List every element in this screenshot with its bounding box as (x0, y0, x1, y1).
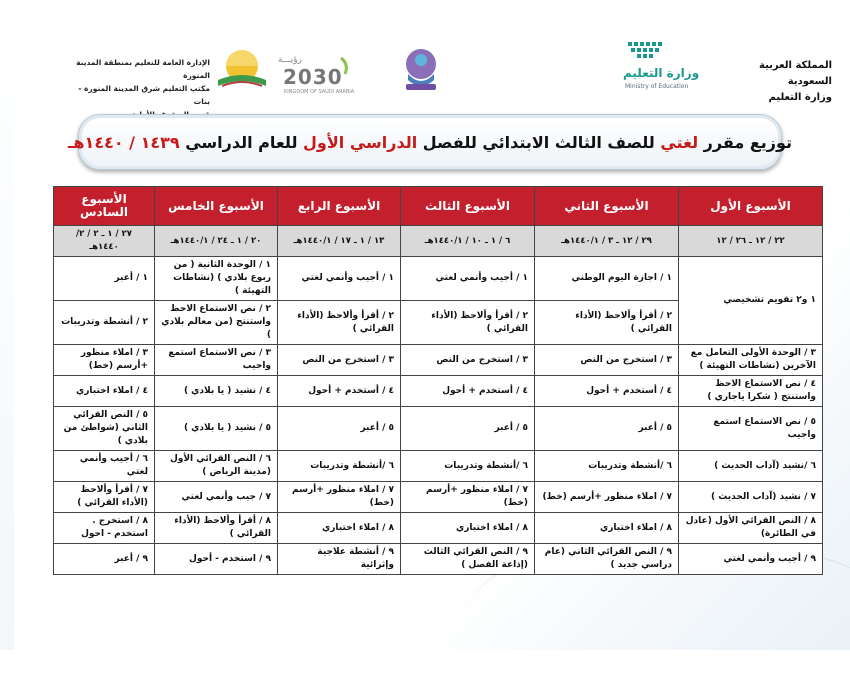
lesson-cell: ١ / أعبر (54, 257, 155, 301)
lesson-cell: ٧ / املاء منظور +أرسم (خط) (535, 482, 679, 513)
title-part-3: للعام الدراسي (179, 132, 304, 152)
lesson-cell: ٩ / النص القرائي الثاني (عام دراسي جديد ) (535, 544, 679, 575)
lesson-row-3 (54, 345, 823, 376)
lesson-cell: ١ / أجيب وأنمي لغتي (401, 257, 535, 301)
lesson-row-6 (54, 451, 823, 482)
lesson-cell: ٢ / نص الاستماع الاحظ واستنتج (من معالم بلادي ) (155, 301, 278, 345)
lesson-cell: ٢ / أقرأ وألاحظ (الأداء القرائي ) (401, 301, 535, 345)
week-date-3: ٦ / ١ ـ ١٠ / ١٤٤٠/١هـ (401, 226, 535, 257)
lesson-cell: ٥ / أعبر (278, 407, 401, 451)
lesson-row-1 (54, 257, 823, 301)
country-name: المملكة العربية السعودية (759, 60, 832, 87)
lesson-cell: ٣ / استخرج من النص (278, 345, 401, 376)
lesson-row-9 (54, 544, 823, 575)
week-header-6: الأسبوع السادس (54, 187, 155, 226)
lesson-cell: ٩ / أنشطة علاجية وإثرائية (278, 544, 401, 575)
week-date-6: ٢٧ / ١ ـ ٢ / ٢/ ١٤٤٠هـ (54, 226, 155, 257)
ministry-name-block (712, 58, 832, 106)
moe-logo-arabic: وزارة التعليم (623, 66, 700, 80)
moe-logo-english: Ministry of Education (625, 83, 689, 90)
admin-line-1: الإدارة العامة للتعليم بمنطقة المدينة المنورة (76, 58, 210, 80)
lesson-cell: ٤ / املاء اختباري (54, 376, 155, 407)
lesson-cell: ٦ / النص القرائي الأول (مدينة الرياض ) (155, 451, 278, 482)
lesson-cell: ٥ / نشيد ( يا بلادي ) (155, 407, 278, 451)
lesson-row-5 (54, 407, 823, 451)
week-date-2: ٢٩ / ١٢ ـ ٣ / ١٤٤٠/١هـ (535, 226, 679, 257)
early-grades-logo (400, 44, 442, 94)
lesson-cell: ٢ / أقرأ وألاحظ (الأداء القرائي ) (535, 301, 679, 345)
lesson-cell: ٤ / أستخدم + أحول (401, 376, 535, 407)
vision-subtitle: KINGDOM OF SAUDI ARABIA (284, 89, 355, 95)
lesson-row-4 (54, 376, 823, 407)
lesson-cell: ٧ / املاء منظور +أرسم (خط) (278, 482, 401, 513)
lesson-cell: ٧ / أقرأ وألاحظ (الأداء القرائي ) (54, 482, 155, 513)
page-header (0, 0, 850, 105)
education-admin-logo (212, 46, 272, 94)
vision-word: رؤيـــة (278, 55, 302, 65)
lesson-cell: ٧ / جيب وأنمي لغتي (155, 482, 278, 513)
lesson-cell: ١ / الوحدة الثانية ( من ربوع بلادي ) (نشاطات التهيئة ) (155, 257, 278, 301)
lesson-cell: ٧ / املاء منظور +أرسم (خط) (401, 482, 535, 513)
lesson-cell: ٧ / نشيد (آداب الحديث ) (679, 482, 823, 513)
week-header-4: الأسبوع الرابع (278, 187, 401, 226)
lesson-cell: ٥ / النص القرائي الثاني (شواطئ من بلادي ) (54, 407, 155, 451)
week-date-4: ١٣ / ١ ـ ١٧ / ١٤٤٠/١هـ (278, 226, 401, 257)
lesson-cell: ٨ / استخرج . استخدم - احول (54, 513, 155, 544)
lesson-row-8 (54, 513, 823, 544)
lesson-cell: ٤ / نص الاستماع الاحظ واستنتج ( شكرا ياجاري ) (679, 376, 823, 407)
week-date-1: ٢٢ / ١٢ ـ ٢٦ / ١٢ (679, 226, 823, 257)
lesson-cell: ٥ / أعبر (535, 407, 679, 451)
admin-line-2: مكتب التعليم شرق المدينة المنورة - بنات (78, 84, 210, 106)
title-part-1: توزيع مقرر (698, 132, 793, 152)
vision-year: 2030 (283, 65, 343, 89)
lesson-cell: ١ و٢ تقويم تشخيصي (679, 257, 823, 345)
lesson-cell: ٦ /أنشطة وتدريبات (401, 451, 535, 482)
lesson-cell: ٦ / أجيب وأنمي لغتي (54, 451, 155, 482)
week-header-2: الأسبوع الثاني (535, 187, 679, 226)
title-semester: الدراسي الأول (303, 132, 418, 152)
week-header-3: الأسبوع الثالث (401, 187, 535, 226)
lesson-cell: ٣ / استخرج من النص (401, 345, 535, 376)
lesson-cell: ١ / أجيب وأنمي لغتي (278, 257, 401, 301)
lesson-cell: ٨ / املاء اختباري (278, 513, 401, 544)
lesson-cell: ٣ / نص الاستماع استمع واجيب (155, 345, 278, 376)
lesson-row-7 (54, 482, 823, 513)
lesson-cell: ٩ / النص القرائي الثالث (إذاعة الفصل ) (401, 544, 535, 575)
lesson-cell: ٨ / املاء اختباري (535, 513, 679, 544)
title-part-2: للصف الثالث الابتدائي للفصل (417, 132, 661, 152)
lesson-cell: ٨ / أقرأ وألاحظ (الأداء القرائي ) (155, 513, 278, 544)
ministry-name: وزارة التعليم (768, 92, 832, 103)
lesson-cell: ٤ / أستخدم + أحول (535, 376, 679, 407)
lesson-cell: ٣ / استخرج من النص (535, 345, 679, 376)
lesson-cell: ٢ / أنشطة وتدريبات (54, 301, 155, 345)
week-header-1: الأسبوع الأول (679, 187, 823, 226)
date-row (54, 226, 823, 257)
lesson-cell: ٨ / املاء اختباري (401, 513, 535, 544)
lesson-cell: ١ / اجازة اليوم الوطني (535, 257, 679, 301)
title-year: ١٤٣٩ / ١٤٤٠هـ (67, 132, 180, 152)
lesson-cell: ٤ / نشيد ( يا بلادي ) (155, 376, 278, 407)
curriculum-schedule-table (53, 186, 823, 575)
lesson-cell: ٩ / أجيب وأنمي لغتي (679, 544, 823, 575)
lesson-cell: ٩ / استخدم - أحول (155, 544, 278, 575)
lesson-cell: ٨ / النص القرائي الأول (عادل في الطائرة) (679, 513, 823, 544)
week-header-5: الأسبوع الخامس (155, 187, 278, 226)
lesson-cell: ٦ /نشيد (آداب الحديث ) (679, 451, 823, 482)
title-banner (67, 114, 793, 170)
week-header-row (54, 187, 823, 226)
week-date-5: ٢٠ / ١ ـ ٢٤ / ١٤٤٠/١هـ (155, 226, 278, 257)
lesson-cell: ٣ / الوحدة الأولى التعامل مع الآخرين (نشاطات التهيئة ) (679, 345, 823, 376)
lesson-cell: ٥ / أعبر (401, 407, 535, 451)
lesson-cell: ٣ / املاء منظور +أرسم (خط) (54, 345, 155, 376)
lesson-cell: ٦ /أنشطة وتدريبات (278, 451, 401, 482)
lesson-cell: ٥ / نص الاستماع استمع واجيب (679, 407, 823, 451)
lesson-cell: ٦ /أنشطة وتدريبات (535, 451, 679, 482)
lesson-cell: ٢ / أقرأ وألاحظ (الأداء القرائي ) (278, 301, 401, 345)
education-admin-text (60, 56, 210, 121)
lesson-cell: ٤ / أستخدم + أحول (278, 376, 401, 407)
lesson-cell: ٩ / أعبر (54, 544, 155, 575)
title-subject: لغتي (660, 132, 699, 152)
page-title (68, 133, 792, 152)
